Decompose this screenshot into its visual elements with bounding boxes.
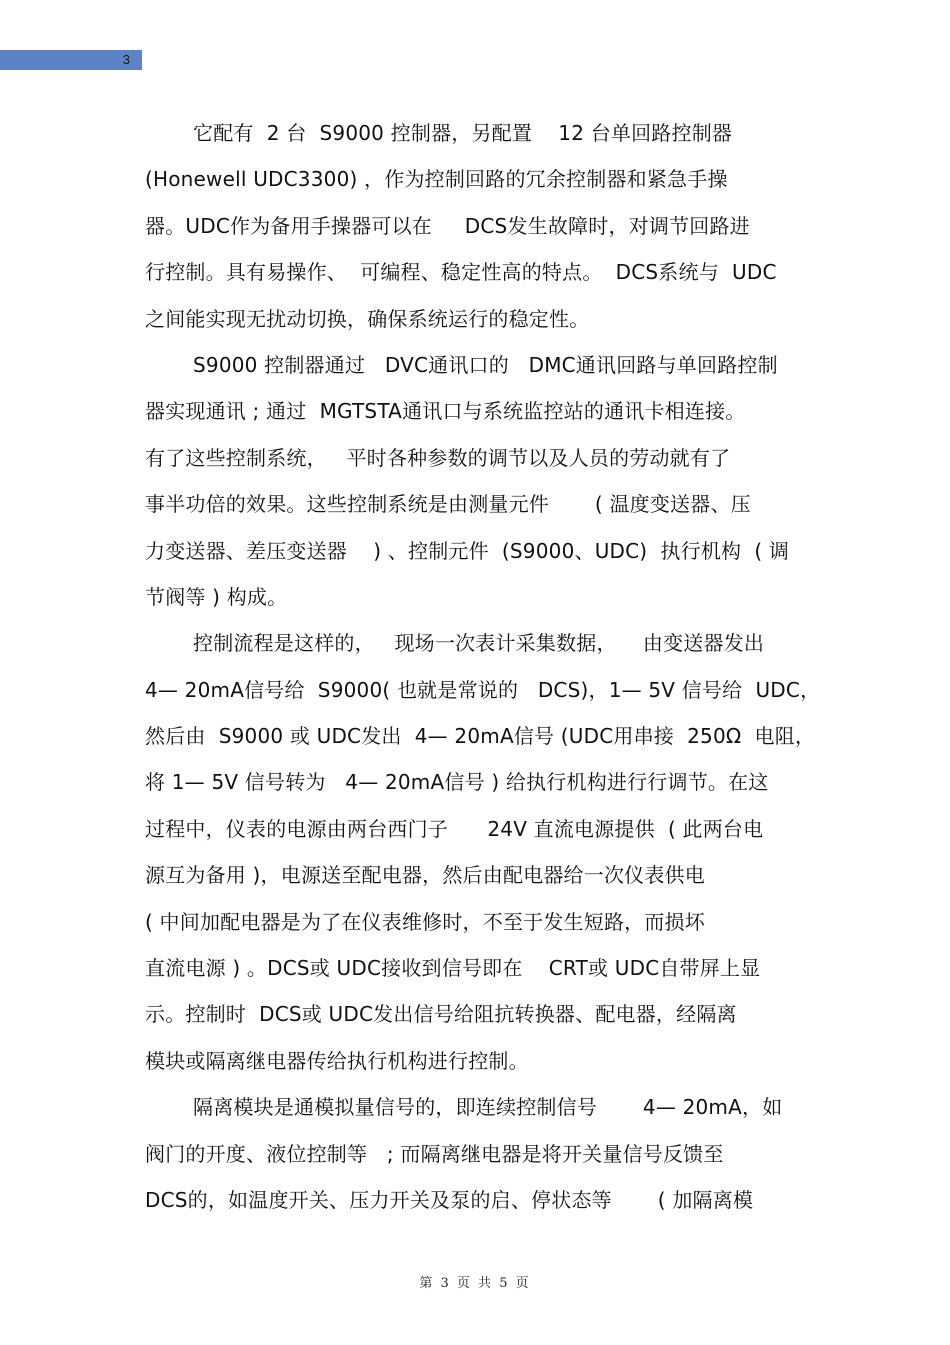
text-line: 将 1— 5V 信号转为 4— 20mA信号 ) 给执行机构进行行调节。在这 — [145, 770, 769, 795]
text-line: 之间能实现无扰动切换，确保系统运行的稳定性。 — [145, 306, 590, 331]
text-line: 示。控制时 DCS或 UDC发出信号给阻抗转换器、配电器，经隔离 — [145, 1002, 737, 1027]
text-line: 过程中，仪表的电源由两台西门子 24V 直流电源提供 ( 此两台电 — [145, 816, 764, 841]
page-footer: 第 3 页 共 5 页 — [419, 1276, 531, 1291]
text-line: S9000 控制器通过 DVC通讯口的 DMC通讯回路与单回路控制 — [193, 352, 778, 377]
text-line: 阀门的开度、液位控制等 ; 而隔离继电器是将开关量信号反馈至 — [145, 1141, 724, 1166]
text-line: 有了这些控制系统， 平时各种参数的调节以及人员的劳动就有了 — [145, 445, 731, 470]
document-body — [145, 114, 825, 1227]
text-line: DCS的，如温度开关、压力开关及泵的启、停状态等 ( 加隔离模 — [145, 1187, 754, 1212]
text-line: 隔离模块是通模拟量信号的，即连续控制信号 4— 20mA，如 — [193, 1095, 783, 1120]
text-line: (Honewell UDC3300) ，作为控制回路的冗余控制器和紧急手操 — [145, 167, 728, 192]
text-line: 节阀等 ) 构成。 — [145, 584, 288, 609]
header-page-number: 3 — [122, 52, 130, 67]
text-line: 直流电源 ) 。DCS或 UDC接收到信号即在 CRT或 UDC自带屏上显 — [145, 956, 761, 981]
text-line: 它配有 2 台 S9000 控制器，另配置 12 台单回路控制器 — [193, 121, 733, 145]
text-line: ( 中间加配电器是为了在仪表维修时，不至于发生短路，而损坏 — [145, 909, 705, 934]
text-line: 模块或隔离继电器传给执行机构进行控制。 — [145, 1048, 529, 1073]
text-line: 4— 20mA信号给 S9000( 也就是常说的 DCS)，1— 5V 信号给 UDC， — [145, 677, 821, 702]
text-line: 行控制。具有易操作、 可编程、稳定性高的特点。 DCS系统与 UDC — [145, 260, 777, 285]
text-line: 力变送器、差压变送器 ) 、控制元件 (S9000、UDC) 执行机构 ( 调 — [145, 538, 790, 563]
page-number-tab — [0, 50, 142, 70]
text-line: 控制流程是这样的， 现场一次表计采集数据， 由变送器发出 — [193, 631, 765, 656]
text-line: 然后由 S9000 或 UDC发出 4— 20mA信号 (UDC用串接 250Ω 电阻， — [145, 724, 816, 749]
text-line: 事半功倍的效果。这些控制系统是由测量元件 ( 温度变送器、压 — [145, 492, 751, 517]
text-line: 器。UDC作为备用手操器可以在 DCS发生故障时，对调节回路进 — [145, 213, 750, 238]
text-line: 器实现通讯 ; 通过 MGTSTA通讯口与系统监控站的通讯卡相连接。 — [145, 399, 746, 424]
text-line: 源互为备用 )，电源送至配电器，然后由配电器给一次仪表供电 — [145, 863, 705, 888]
